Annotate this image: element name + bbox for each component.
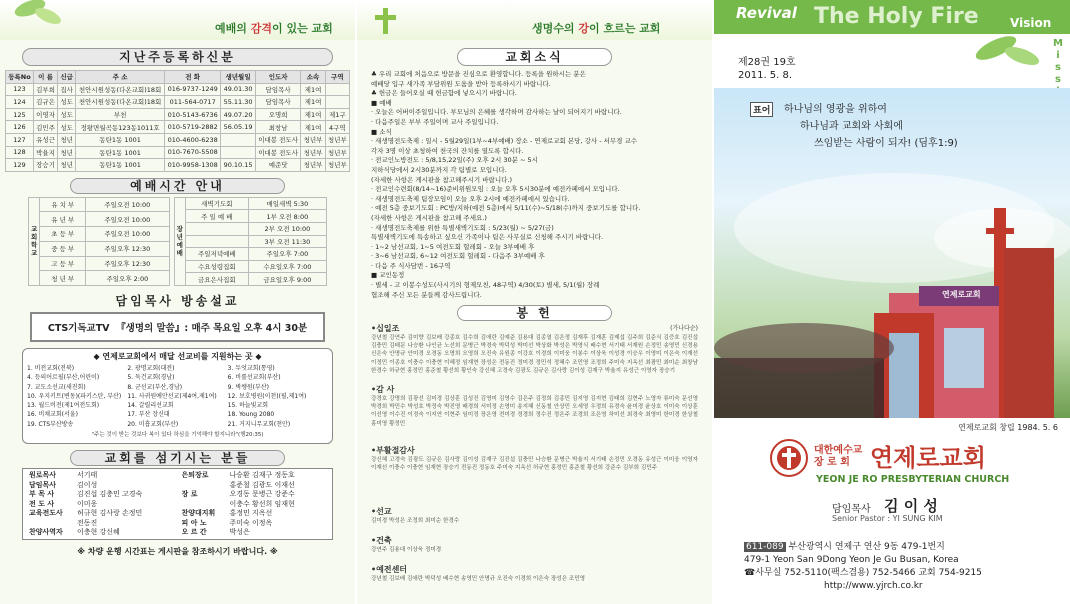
left-header [0,0,355,40]
staff-role [29,519,77,529]
news-item: · 오늘은 어버이주일입니다. 부모님의 은혜를 생각하며 감사하는 날이 되어지기 바랍니다. [371,108,622,117]
table-row [6,108,350,121]
mission-item: 6. 비룰선교회(부산) [227,374,281,382]
table-cell: 청년부 [325,146,349,159]
offering-category [371,384,698,395]
worship-cell: 고 등 부 [40,256,86,271]
offering-category [371,535,698,546]
staff-box [22,468,333,540]
news-title: 교회소식 [457,48,612,66]
offering-names: 강년철 김보배 김애란 박덕성 배수현 송영민 안명규 오진숙 이경희 이은숙 장성은 조민영 [371,576,586,583]
staff-names: 김진섭 김충민 고경숙 [77,490,143,499]
staff-names: 이충수 황선희 임재현 [229,499,295,508]
registry-table [5,70,350,172]
issue-number: 제28권 19호 [738,57,796,68]
worship-cell: 주일오후 12:30 [86,256,169,271]
worship-cell: 주일오후 2:00 [86,271,169,286]
right-panel [714,0,1070,604]
denomination [814,445,862,469]
worship-row [29,197,170,212]
cross-icon [371,6,401,40]
table-cell: 이영자 [33,108,57,121]
news-item: · 새생명전도축제를 위한 특별새벽기도회 : 5/23(월) ~ 5/27(금) [371,223,554,232]
table-row [6,146,350,159]
news-item: ■ 예배 [371,98,392,107]
mission-item: 3. 두엇교회(통영) [227,364,275,372]
worship-cell: 수요성령집회 [185,260,248,273]
worship-cell: 2부 오전 10:00 [248,222,326,235]
table-cell: 김부희 [33,83,57,96]
staff-row [182,509,327,519]
offering-names: 강신혜 고경숙 김광도 김규은 김사랑 김이성 김재구 김진섭 김충민 나승환 문병근 박율지 서기태 손정민 오경동 유성근 이미웅 이영자 이재선 이충수 이충현 임재현 장승기 전동진 정동호 주미숙 지옥선 허규현 홍정민 홍준철 황선희 강준수 김부희 김민주 [371,457,698,472]
staff-names: 홍정민 지옥선 [229,509,273,518]
offering-category [371,564,698,575]
worship-row [29,212,170,227]
table-cell: 청년 [58,133,76,146]
news-item: 각자 3명 이상 초청하여 천국의 잔치를 열도록 합시다. [371,146,524,155]
table-row [6,83,350,96]
news-item: ♣ 헌금은 들어오실 때 헌금함에 넣으시기 바랍니다. [371,89,517,98]
mission-item: 17. 부산 장신대 [127,411,170,419]
table-cell: 최창남 [255,121,301,134]
staff-names: 박성은 [229,528,250,537]
mission-item: 9. 벽쌩원(부산) [227,383,269,391]
table-cell: 김민주 [33,121,57,134]
broadcast-box [30,312,325,342]
staff-names: 서기태 [77,470,98,479]
table-cell: 49.07.20 [221,108,256,121]
mission-item: 10. 우지키트(변동)(파키스탄, 부산) [27,392,122,400]
offering-head: •십일조 [371,324,400,334]
worship-cell: 초 등 부 [40,227,86,242]
offering-names: 강연주 김용대 이상욱 정미경 [371,547,442,554]
mission-item: 11. 사귀원예안선교(제4여,제1여) [127,392,217,400]
worship-row [174,235,326,248]
news-item: · 별세 - 고 이봉수성도(사시기의 형제모친, 48구역) 4/30(토) 별세, 5/1(월) 장례 [371,281,600,290]
offering-names: 강경호 강명희 김광선 김미경 김상훈 김성진 김영미 김영수 김은주 김정희 김종민 김지영 김지현 김태희 김현주 노영자 류미숙 문선영 박경희 박민수 박성호 박정숙 박진영 배경희 서미정 손영미 송지혜 신동철 안상민 오세영 우정희 유경숙 윤미경 윤상호 이미숙 이상훈 이선영 이수진 이정숙 이지연 이현주 임미정 장은영 전미경 정경희 정수진 정은주 조경희 조은영 차미선 최경숙 최영미 한미경 한상철 홍미영 황정민 [371,396,698,427]
address-en: 479-1 Yeon San 9Dong Yeon Je Gu Busan, Korea [744,555,959,565]
table-cell: 청년 [58,159,76,172]
worship-cell: 금요은사집회 [185,273,248,286]
church-name: 연제로교회 [870,444,986,472]
issue-info [738,56,796,82]
staff-row [29,481,174,491]
staff-names: 이충현 강신혜 [77,528,120,537]
staff-row [29,519,174,529]
news-item: ♣ 우리 교회에 처음으로 방문을 진심으로 환영합니다. 등록을 원하시는 분은 [371,70,586,78]
church-name-en: YEON JE RO PRESBYTERIAN CHURCH [816,474,1010,485]
mission-item: 21. 거지니무교회(천안) [227,420,291,428]
mission-item: 13. 월드비전(제1여전도회) [27,402,100,410]
news-item: 예배당 입구 새가족 부담위원 도움을 받아 등록하시기 바랍니다. [371,79,551,88]
photo-caption: 연제로교회 창립 1984. 5. 6 [958,423,1058,432]
staff-role: 찬양사역자 [29,528,63,537]
mission-item: 1. 비전교회(전북) [27,364,75,372]
table-cell: 청년부 [301,133,325,146]
table-cell [325,96,349,109]
news-item: · 예전 5층 중보기도회 : PC방/지하(예전 5층)에서 5/11(수)~5/18(수)까지 중보기도를 합니다. [371,204,641,213]
table-cell: 오명희 [255,108,301,121]
offering-category [371,506,698,517]
staff-role [182,481,230,491]
staff-row [29,528,174,538]
table-cell: 제1여 [301,108,325,121]
worship-row [174,273,326,286]
worship-row [174,248,326,261]
church-logo-icon [769,438,809,482]
table-cell: 4구역 [325,121,349,134]
worship-edu-table [28,197,170,286]
staff-role [182,500,230,510]
offering-category [371,323,698,334]
denomination-line1: 대한예수교 [814,445,863,456]
worship-schedule [0,197,355,286]
table-cell: 청년부 [301,146,325,159]
news-item: · 다음 주 식사담번 - 16구역 [371,261,451,270]
worship-cell: 중 등 부 [40,241,86,256]
table-cell: 이대봉 전도사 [255,146,301,159]
table-cell: 제1여 [301,121,325,134]
staff-row [182,481,327,491]
address-ko: 부산광역시 연제구 연산 9동 479-1번지 [788,542,945,552]
table-row [6,121,350,134]
table-cell: 집사 [58,83,76,96]
staff-role: 장 로 [181,490,198,499]
worship-row [29,241,170,256]
table-cell: 49.01.30 [221,83,256,96]
worship-cell: 3부 오전 11:30 [248,235,326,248]
phone: ☎사무실 752-5110(팩스겸용) 752-5466 교회 754-9215 [744,568,982,578]
offering-head: •부활절감사 [371,446,415,456]
staff-names: 허규현 김사랑 손정민 [77,509,143,518]
logo-mission: M i s s [1053,38,1063,85]
mission-item: 16. 비채교회(서울) [27,411,78,419]
worship-row [174,260,326,273]
table-cell: 청년부 [325,133,349,146]
pastor-name-en: Senior Pastor : YI SUNG KIM [832,514,943,523]
table-cell [325,83,349,96]
table-row [6,96,350,109]
middle-panel [357,0,712,604]
staff-role: 전 도 사 [29,499,55,508]
news-item: · 새생명전도축제 팀장모임이 오늘 오후 2시에 예전카페에서 있습니다. [371,194,570,203]
table-cell: 010-7670-5508 [165,146,221,159]
church-photo [714,88,1070,418]
table-cell: 010-5719-2882 [165,121,221,134]
worship-cell: 유 치 부 [40,197,86,212]
news-item: (자세한 사항은 게시판을 참고해 주세요.) [371,213,487,222]
left-panel [0,0,355,604]
news-list [357,70,712,300]
worship-cell: 청 년 부 [40,271,86,286]
missions-box [22,348,333,444]
staff-role: 담임목사 [29,480,57,489]
news-item: · 1~2 남선교회, 1~5 여전도회 헐레회 - 오늘 3부예배 후 [371,242,535,251]
table-cell: 90.10.15 [221,159,256,172]
table-cell: 55.11.30 [221,96,256,109]
table-row [6,159,350,172]
broadcast-title: 담임목사 방송설교 [115,293,240,308]
table-cell: 010-9958-1308 [165,159,221,172]
table-cell: 010-4600-6238 [165,133,221,146]
offering-head: •선교 [371,507,392,517]
staff-names: 홍준철 김광도 이재선 [229,480,295,489]
table-cell: 청년부 [301,159,325,172]
offering-head: •예전센터 [371,565,408,575]
news-item: · 전교인수련회(8/14~16)준비위원모임 : 오늘 오후 5시30분에 예전카페에서 모입니다. [371,185,620,194]
table-cell: 123 [6,83,34,96]
worship-cell: 주일오후 12:30 [86,241,169,256]
table-cell: 128 [6,146,34,159]
church-sign: 연제로교회 [942,290,981,299]
table-cell: 011-564-0717 [165,96,221,109]
mission-item: 20. 미흡교회(부산) [127,420,179,428]
table-cell: 56.05.19 [221,121,256,134]
registry-header: 구역 [325,71,349,84]
table-cell: 박율지 [33,146,57,159]
motto-line3: 쓰임받는 사람이 되자! (딤후1:9) [814,138,958,149]
staff-row [29,509,174,519]
logo-vision: Vision [1010,16,1052,30]
table-cell: 담임목사 [255,96,301,109]
registry-header: 생년월일 [221,71,256,84]
worship-cell: 주일오전 10:00 [86,197,169,212]
worship-row [174,222,326,235]
table-cell [221,146,256,159]
registry-header: 등록No [6,71,34,84]
table-cell [221,133,256,146]
zip-code: 611-089 [746,542,784,552]
staff-role: 교육전도사 [29,509,63,518]
missions-verse: "주는 것이 받는 것보다 복이 있다 하심을 기억해야 할지니라"(행20:35) [91,431,264,438]
staff-row [182,500,327,510]
table-cell: 천안시원성동(다온교회)18회 [76,96,165,109]
table-cell: 성도 [58,121,76,134]
middle-header [357,0,712,40]
worship-cell: 유 년 부 [40,212,86,227]
worship-cell: 주일저녁예배 [185,248,248,261]
table-cell: 이대봉 전도사 [255,133,301,146]
news-item: · 새생명전도축제 : 일시 - 5월29일(1부~4부예배) 장소 - 연제로교회 본당, 강사 - 서무경 교수 [371,137,638,146]
news-item: ■ 소식 [371,127,392,136]
table-cell: 016-9737-1249 [165,83,221,96]
table-cell: 010-5143-6736 [165,108,221,121]
news-item: 협조해 주신 모든 분들께 감사드립니다. [371,290,482,299]
mission-item: 15. 하늘빛교회 [227,402,269,410]
table-cell: 129 [6,159,34,172]
worship-row [174,210,326,223]
worship-row [29,271,170,286]
website-link[interactable]: http://www.yjrch.co.kr [824,581,923,591]
left-tagline: 예배의 감격이 있는 교회 [215,22,333,35]
table-cell: 김규은 [33,96,57,109]
staff-names: 김이성 [77,480,98,489]
staff-names: 주미숙 이정옥 [229,518,273,527]
table-cell: 정왕면월곡동123동1011호 [76,121,165,134]
worship-row [174,197,326,210]
pastor-label: 담임목사 [832,504,871,515]
table-cell: 동탄1동 1001 [76,133,165,146]
staff-names: 오경동 문병근 강준수 [229,490,295,499]
issue-date: 2011. 5. 8. [738,70,793,81]
worship-cell: 주일오후 7:00 [248,248,326,261]
denomination-line2: 장 로 회 [814,457,850,468]
news-item: · 다음주일은 부부 주일이며 교사 주일입니다. [371,117,499,126]
worship-cell: 수요일오후 7:00 [248,260,326,273]
worship-cell: 새벽기도회 [185,197,248,210]
logo-main: The Holy Fire [814,4,979,29]
staff-role: 원로목사 [29,470,57,479]
table-cell: 127 [6,133,34,146]
staff-names: 전동진 [77,518,98,527]
pastor-name: 김 이 성 [884,497,938,515]
worship-row [29,256,170,271]
registry-header: 신급 [58,71,76,84]
mission-item: 19. CTS부산방송 [27,420,74,428]
news-item: 특별새벽기도에 특송하고 싶으신 가족이나 팀은 사무실로 신청해 주시기 바랍니다. [371,233,604,242]
staff-role: 찬양대지휘 [181,509,216,518]
staff-row [29,471,174,481]
table-cell: 장승기 [33,159,57,172]
table-cell: 예준닷 [255,159,301,172]
staff-title: 교회를 섬기시는 분들 [70,450,285,466]
logo-revival: Revival [736,4,797,22]
worship-cell: 매일새벽 5:30 [248,197,326,210]
motto-line1: 하나님의 영광을 위하여 [784,104,887,115]
worship-cell [185,222,248,235]
mission-item: 4. 등의어르필(부산,어린이) [27,374,100,382]
broadcast-channel: CTS기독교TV [47,322,110,334]
worship-row [29,227,170,242]
registry-header: 소속 [301,71,325,84]
bus-notice: ※ 차량 운행 시간표는 게시판을 참조하시기 바랍니다. ※ [77,546,278,556]
table-cell: 제1여 [301,96,325,109]
mission-item: 14. 갈릴리선교회 [127,402,174,410]
staff-row [182,528,327,538]
offering-head: •감 사 [371,385,395,395]
worship-cell: 1부 오전 8:00 [248,210,326,223]
worship-title: 예배시간 안내 [70,178,285,194]
worship-adult-label: 장년예배 [174,197,185,285]
registry-header: 전 화 [165,71,221,84]
motto [750,92,1050,150]
registry-header: 인도자 [255,71,301,84]
news-item: ■ 교인동정 [371,271,405,280]
table-cell: 동탄1동 1001 [76,146,165,159]
table-cell: 125 [6,108,34,121]
table-cell: 성도 [58,96,76,109]
mission-item: 18. Young 2080 [227,411,275,419]
offering-title: 봉 헌 [457,305,612,321]
worship-cell: 주일오전 10:00 [86,227,169,242]
table-cell: 담임목사 [255,83,301,96]
middle-tagline: 생명수의 강이 흐르는 교회 [532,22,661,35]
motto-label: 표어 [750,102,773,117]
table-cell: 부천 [76,108,165,121]
staff-names: 이미웅 [77,499,98,508]
missions-list [27,364,328,429]
mission-item: 7. 교도소선교(새진회) [27,383,86,391]
table-cell: 126 [6,121,34,134]
worship-cell: 주 일 예 배 [185,210,248,223]
worship-edu-label: 교회학교 [29,197,40,285]
registry-table-wrap [0,70,355,172]
mission-item: 2. 광명교회(대전) [127,364,175,372]
news-item: 지하식당에서 2시30분까지 각 팀별로 모입니다. [371,165,507,174]
staff-role: 오 르 간 [181,528,207,537]
table-cell: 천안시원성동(다온교회)18회 [76,83,165,96]
staff-row [29,500,174,510]
offering-names: 강년철 강연주 김미향 김보배 강종호 김수희 김애란 김예준 김용대 김종열 김은정 김재후 김재훈 김제섭 김주희 김준식 김증호 김진섭 김충민 김태문 나승환 나인균 노선희 문병근 박경숙 박덕성 박미선 박상화 박성은 박영식 배수현 서기태 서재원 손정민 송영민 신경용 신은숙 안명규 안미경 오경동 오명희 오영희 오진숙 유원종 이강호 이경희 이미웅 이봉수 이상욱 이성경 이승우 이영미 이은숙 이재선 이정민 이종호 이충수 이충현 이혜정 임재현 장성은 전동진 정미경 정민석 정혜수 조민영 조정희 주미숙 지옥선 최광민 최미순 최창남 한경수 허규현 홍정민 홍준철 황선희 황인숙 강신혜 고경숙 김광도 김규은 김사랑 김이성 김재구 박율지 유성근 이영자 장승기 [371,335,698,374]
registry-header: 이 름 [33,71,57,84]
offering-list [357,323,712,591]
table-cell: 제1구 [325,108,349,121]
table-cell: 청년 [58,146,76,159]
mission-item: 5. 둑건교회(경남) [127,374,175,382]
news-item: · 3~6 남선교회, 6~12 여전도회 헐레회 - 다음주 3부예배 후 [371,252,545,261]
table-cell: 유성근 [33,133,57,146]
table-cell: 성도 [58,108,76,121]
mission-item: 8. 군선교(부산,경남) [127,383,183,391]
registry-title: 지난주등록하신분 [22,48,333,66]
missions-title: ◆ 연제로교회에서 매달 선교비를 지원하는 곳 ◆ [93,351,262,361]
staff-row [182,471,327,481]
staff-names: 나승환 김재구 정동호 [229,470,295,479]
staff-role: 피 아 노 [181,518,207,527]
staff-row [29,490,174,500]
staff-role: 은퇴장로 [181,470,209,479]
table-cell: 동탄1동 1001 [76,159,165,172]
table-cell: 124 [6,96,34,109]
offering-names: 김미경 박성은 조정희 최미순 한경수 [371,518,460,525]
broadcast-program: 『생명의 말씀』: 매주 목요일 오후 4시 30분 [116,322,308,334]
table-row [6,133,350,146]
offering-note: (가나다순) [670,325,698,333]
mission-item: 12. 보호병원(이천)(필,제1여) [227,392,307,400]
registry-header: 주 소 [76,71,165,84]
staff-right [182,471,327,537]
offering-category [371,445,698,456]
staff-row [182,490,327,500]
worship-cell: 주일오전 10:00 [86,212,169,227]
worship-cell: 금요일오후 9:00 [248,273,326,286]
worship-adult-table [174,197,327,286]
table-cell: 청년부 [325,159,349,172]
staff-left [29,471,174,537]
news-item: · 전교인노방전도 : 5/8,15,22일(주) 오후 2시 30분 ~ 5시 [371,156,538,165]
news-item: (자세한 사항은 게시판을 참고해주시기 바랍니다.) [371,175,512,184]
contact-info [744,541,1064,593]
leaf-decoration-right [966,28,1046,82]
staff-row [182,519,327,529]
table-cell: 제1여 [301,83,325,96]
worship-cell [185,235,248,248]
staff-role: 부 목 사 [29,490,55,499]
motto-line2: 하나님과 교회와 사회에 [800,121,903,132]
offering-head: •건축 [371,536,392,546]
leaf-decoration [10,0,70,34]
